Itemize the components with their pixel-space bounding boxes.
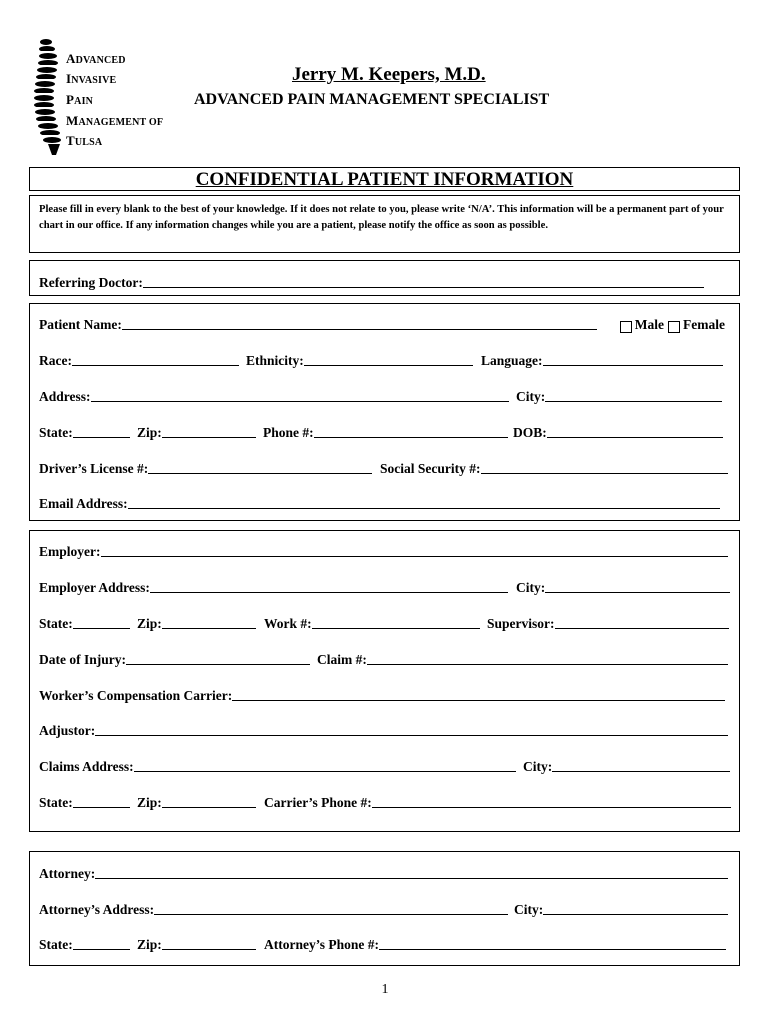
claims-city-field[interactable]: City: bbox=[523, 755, 730, 775]
ethnicity-field[interactable]: Ethnicity: bbox=[246, 349, 473, 369]
zip-field[interactable]: Zip: bbox=[137, 421, 256, 441]
language-field[interactable]: Language: bbox=[481, 349, 723, 369]
state-field[interactable]: State: bbox=[39, 421, 130, 441]
claim-number-field[interactable]: Claim #: bbox=[317, 648, 728, 668]
patient-name-field[interactable]: Patient Name: bbox=[39, 313, 597, 333]
address-field[interactable]: Address: bbox=[39, 385, 509, 405]
employer-city-field[interactable]: City: bbox=[516, 576, 730, 596]
city-field[interactable]: City: bbox=[516, 385, 722, 405]
employer-section bbox=[29, 530, 740, 832]
form-title: CONFIDENTIAL PATIENT INFORMATION bbox=[195, 169, 574, 190]
social-security-field[interactable]: Social Security #: bbox=[380, 457, 728, 477]
email-field[interactable]: Email Address: bbox=[39, 492, 720, 512]
doctor-specialty: ADVANCED PAIN MANAGEMENT SPECIALIST bbox=[194, 91, 550, 108]
employer-state-field[interactable]: State: bbox=[39, 612, 130, 632]
claims-state-field[interactable]: State: bbox=[39, 791, 130, 811]
female-checkbox[interactable] bbox=[668, 321, 680, 333]
phone-field[interactable]: Phone #: bbox=[263, 421, 508, 441]
instructions-text: Please fill in every blank to the best of your knowledge. If it does not relate to you, please write ‘N/A’. This information will be a permanent part of your chart in our office. If any information changes while you are a patient, please notify the office as soon as possible. bbox=[39, 204, 724, 231]
race-field[interactable]: Race: bbox=[39, 349, 239, 369]
workers-comp-carrier-field[interactable]: Worker’s Compensation Carrier: bbox=[39, 684, 725, 704]
page-number: 1 bbox=[381, 982, 389, 997]
attorney-city-field[interactable]: City: bbox=[514, 898, 728, 918]
date-of-injury-field[interactable]: Date of Injury: bbox=[39, 648, 310, 668]
attorney-field[interactable]: Attorney: bbox=[39, 862, 728, 882]
logo-line-5: TULSA bbox=[66, 133, 103, 148]
patient-section bbox=[29, 303, 740, 521]
title-box bbox=[29, 167, 740, 191]
drivers-license-field[interactable]: Driver’s License #: bbox=[39, 457, 372, 477]
logo-line-3: PAIN bbox=[66, 92, 94, 107]
male-checkbox[interactable] bbox=[620, 321, 632, 333]
referring-doctor-field[interactable]: Referring Doctor: bbox=[39, 271, 704, 291]
spine-logo-icon bbox=[34, 38, 64, 156]
employer-address-field[interactable]: Employer Address: bbox=[39, 576, 508, 596]
attorney-state-field[interactable]: State: bbox=[39, 933, 130, 953]
claims-zip-field[interactable]: Zip: bbox=[137, 791, 256, 811]
doctor-name: Jerry M. Keepers, M.D. bbox=[292, 64, 486, 85]
adjustor-field[interactable]: Adjustor: bbox=[39, 719, 728, 739]
dob-field[interactable]: DOB: bbox=[513, 421, 723, 441]
instructions-box bbox=[29, 195, 740, 253]
employer-field[interactable]: Employer: bbox=[39, 540, 728, 560]
gender-options: Male Female bbox=[620, 313, 725, 333]
attorney-zip-field[interactable]: Zip: bbox=[137, 933, 256, 953]
attorney-address-field[interactable]: Attorney’s Address: bbox=[39, 898, 508, 918]
referring-section bbox=[29, 260, 740, 296]
logo-line-4: MANAGEMENT OF bbox=[66, 113, 164, 128]
logo-line-1: ADVANCED bbox=[66, 51, 126, 66]
attorney-phone-field[interactable]: Attorney’s Phone #: bbox=[264, 933, 726, 953]
carrier-phone-field[interactable]: Carrier’s Phone #: bbox=[264, 791, 731, 811]
logo-line-2: INVASIVE bbox=[66, 71, 117, 86]
supervisor-field[interactable]: Supervisor: bbox=[487, 612, 729, 632]
attorney-section bbox=[29, 851, 740, 966]
work-phone-field[interactable]: Work #: bbox=[264, 612, 480, 632]
claims-address-field[interactable]: Claims Address: bbox=[39, 755, 516, 775]
employer-zip-field[interactable]: Zip: bbox=[137, 612, 256, 632]
